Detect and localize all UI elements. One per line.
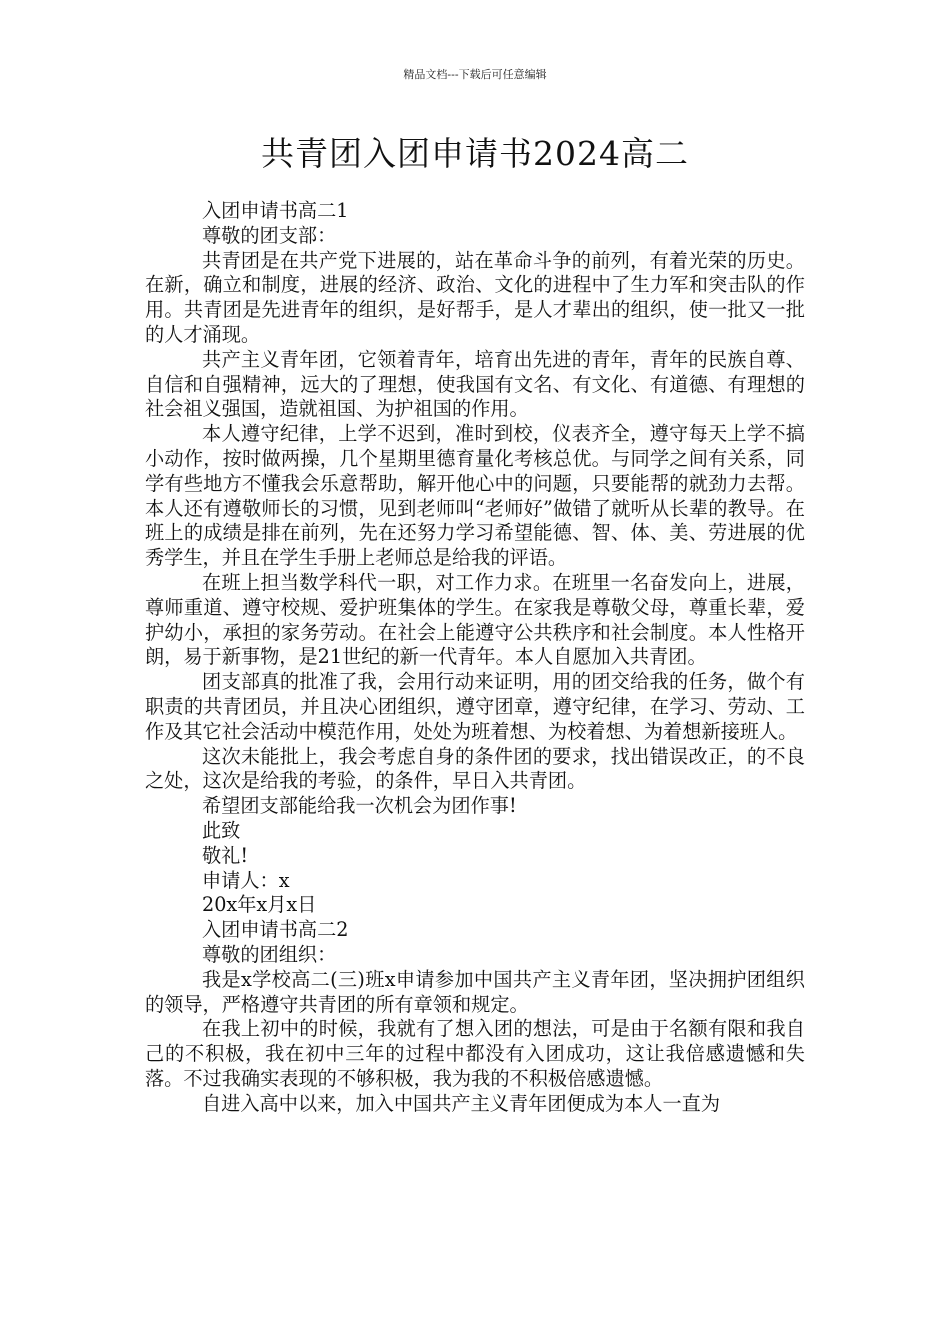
salutation: 尊敬的团组织： (202, 942, 337, 966)
paragraph: 在我上初中的时候，我就有了想入团的想法，可是由于名额有限和我自己的不积极，我在初中三年的过程中都没有入团成功，这让我倍感遗憾和失落。不过我确实表现的不够积极，我为我的不积极倍感遗憾。 (145, 1017, 805, 1090)
salutation: 尊敬的团支部： (202, 223, 337, 247)
document-title: 共青团入团申请书2024高二 (261, 134, 689, 173)
paragraph: 自进入高中以来，加入中国共产主义青年团便成为本人一直为 (202, 1091, 721, 1115)
paragraph: 希望团支部能给我一次机会为团作事! (202, 794, 517, 818)
page-header: 精品文档---下载后可任意编辑 (403, 68, 547, 81)
closing-line: 此致 (202, 818, 241, 842)
paragraph: 这次未能批上，我会考虑自身的条件团的要求，找出错误改正，的不良之处，这次是给我的考验，的条件，早日入共青团。 (145, 744, 805, 793)
paragraph: 本人遵守纪律，上学不迟到，准时到校，仪表齐全，遵守每天上学不搞小动作，按时做两操，几个星期里德育量化考核总优。与同学之间有关系，同学有些地方不懂我会乐意帮助，解开他心中的问题，只要能帮的就劲力去帮。本人还有遵敬师长的习惯，见到老师叫“老师好”做错了就听从长辈的教导。在班上的成绩是排在前列，先在还努力学习希望能德、智、体、美、劳进展的优秀学生，并且在学生手册上老师总是给我的评语。 (145, 422, 805, 570)
paragraph: 共青团是在共产党下进展的，站在革命斗争的前列，有着光荣的历史。在新，确立和制度，进展的经济、政治、文化的进程中了生力军和突击队的作用。共青团是先进青年的组织，是好帮手，是人才辈出的组织，使一批又一批的人才涌现。 (145, 248, 805, 346)
paragraph: 在班上担当数学科代一职，对工作力求。在班里一名奋发向上，进展，尊师重道、遵守校规、爱护班集体的学生。在家我是尊敬父母，尊重长辈，爱护幼小，承担的家务劳动。在社会上能遵守公共秩序和社会制度。本人性格开朗，易于新事物，是21世纪的新一代青年。本人自愿加入共青团。 (145, 570, 805, 669)
date-line: 20x年x月x日 (202, 893, 317, 917)
document-body (145, 199, 805, 1116)
section-heading: 入团申请书高二1 (202, 199, 349, 222)
paragraph: 团支部真的批准了我，会用行动来证明，用的团交给我的任务，做个有职责的共青团员，并且决心团组织，遵守团章，遵守纪律，在学习、劳动、工作及其它社会活动中模范作用，处处为班着想、为校着想、为着想新接班人。 (145, 670, 805, 743)
section-heading: 入团申请书高二2 (202, 918, 349, 942)
paragraph: 共产主义青年团，它领着青年，培育出先进的青年，青年的民族自尊、自信和自强精神，远大的了理想，使我国有文名、有文化、有道德、有理想的社会祖义强国，造就祖国、为护祖国的作用。 (145, 347, 805, 421)
applicant-line: 申请人：x (202, 868, 290, 892)
paragraph: 我是x学校高二(三)班x申请参加中国共产主义青年团，坚决拥护团组织的领导，严格遵守共青团的所有章领和规定。 (145, 967, 805, 1016)
closing-line: 敬礼! (202, 843, 249, 867)
